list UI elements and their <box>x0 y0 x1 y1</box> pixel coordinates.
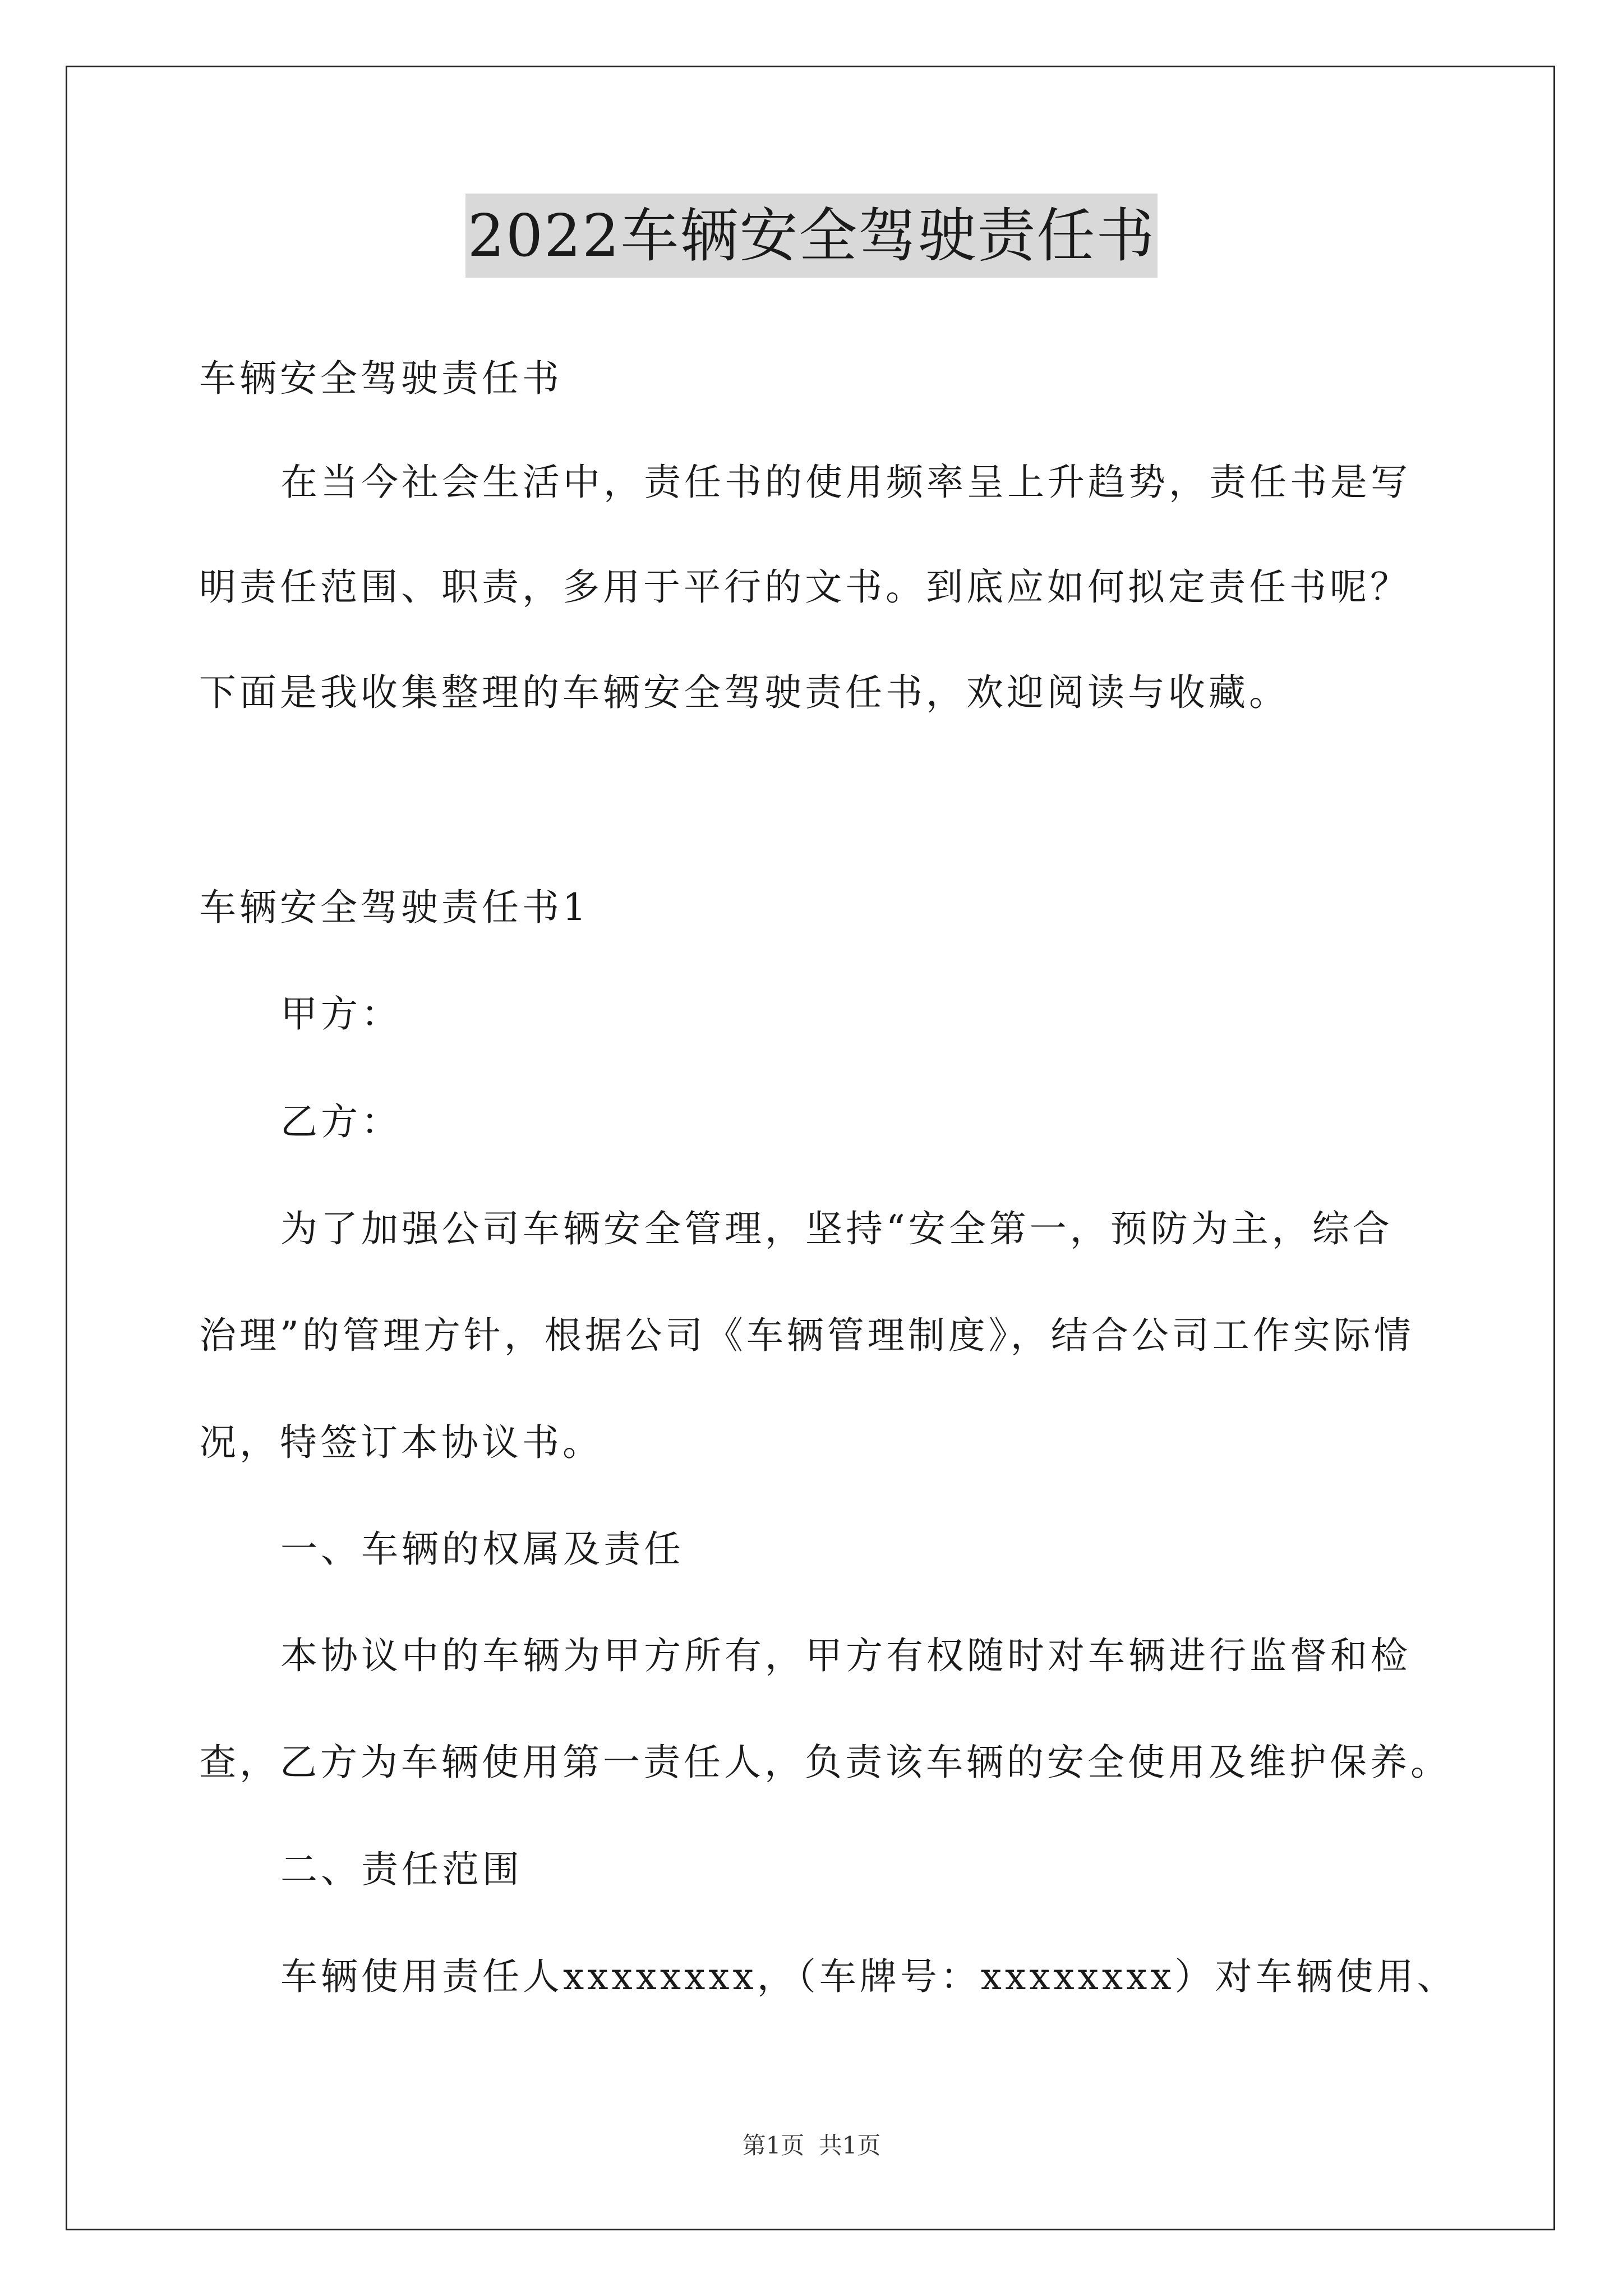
paragraph-line: 治理”的管理方针，根据公司《车辆管理制度》，结合公司工作实际情 <box>199 1314 1414 1357</box>
paragraph-line: 下面是我收集整理的车辆安全驾驶责任书，欢迎阅读与收藏。 <box>199 671 1289 714</box>
party-b-label: 乙方： <box>280 1100 402 1143</box>
paragraph-line: 本协议中的车辆为甲方所有，甲方有权随时对车辆进行监督和检 <box>280 1634 1411 1677</box>
document-title: 2022车辆安全驾驶责任书 <box>465 194 1158 278</box>
paragraph-line: 为了加强公司车辆安全管理，坚持“安全第一，预防为主，综合 <box>280 1207 1393 1250</box>
section-heading: 车辆安全驾驶责任书 <box>199 357 562 400</box>
party-a-label: 甲方： <box>280 992 402 1036</box>
page-footer <box>0 2129 1623 2162</box>
page-count: 共1页 <box>818 2132 881 2159</box>
page-number: 第1页 <box>742 2132 805 2159</box>
paragraph-line: 车辆使用责任人xxxxxxxx，（车牌号：xxxxxxxx）对车辆使用、 <box>280 1955 1458 1998</box>
clause-heading: 二、责任范围 <box>280 1848 523 1891</box>
paragraph-line: 在当今社会生活中，责任书的使用频率呈上升趋势，责任书是写 <box>280 461 1411 504</box>
section-heading: 车辆安全驾驶责任书1 <box>199 886 589 929</box>
paragraph-line: 明责任范围、职责，多用于平行的文书。到底应如何拟定责任书呢？ <box>199 565 1410 609</box>
paragraph-line: 查，乙方为车辆使用第一责任人，负责该车辆的安全使用及维护保养。 <box>199 1741 1451 1784</box>
paragraph-line: 况，特签订本协议书。 <box>199 1421 603 1464</box>
title-container <box>0 194 1623 278</box>
clause-heading: 一、车辆的权属及责任 <box>280 1527 684 1571</box>
